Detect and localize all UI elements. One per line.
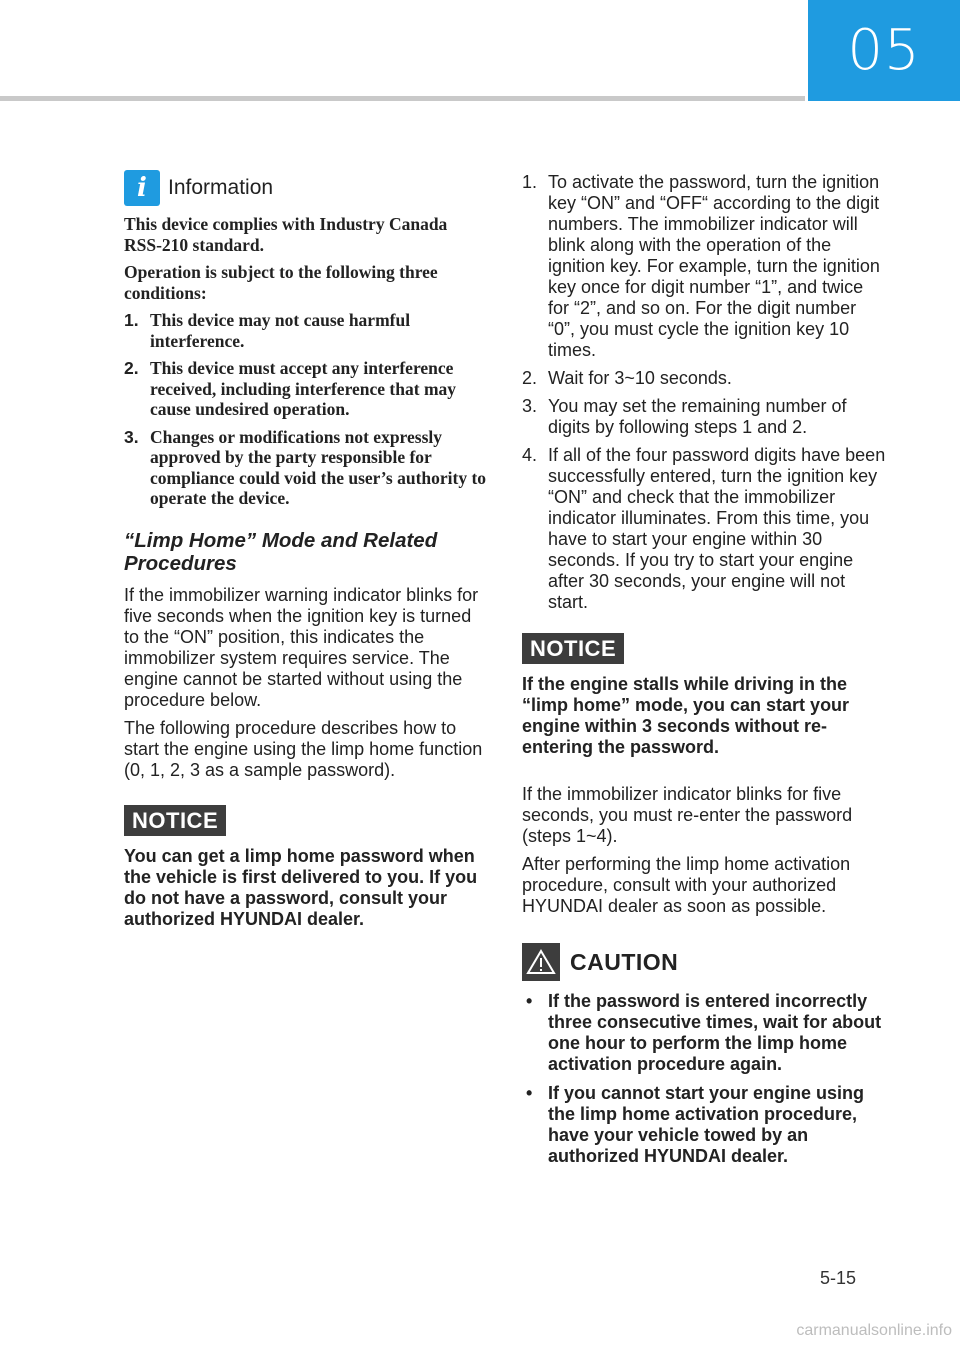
- notice-text: You can get a limp home password when the vehicle is first delivered to you. If you do not have a password, consult your authorized HYUNDAI dealer.: [124, 845, 478, 929]
- section-body: [124, 585, 488, 781]
- item-number: 3.: [124, 426, 139, 447]
- body-paragraph: If the immobilizer warning indicator blinks for five seconds when the ignition key is turned to the “ON” position, this indicates the immobilizer system requires service. The engine cannot be started without using the procedure below.: [124, 584, 479, 710]
- caution-item: • If you cannot start your engine using the limp home activation procedure, have your vehicle towed by an authorized HYUNDAI dealer.: [522, 1083, 886, 1167]
- item-text: This device must accept any interference received, including interference that may cause undesired operation.: [150, 358, 457, 419]
- page-number: 5-15: [820, 1268, 857, 1288]
- body-paragraph: The following procedure describes how to start the engine using the limp home function (0, 1, 2, 3 as a sample password).: [124, 717, 483, 780]
- info-icon: i: [124, 170, 160, 206]
- notice-text: If the engine stalls while driving in the “limp home” mode, you can start your engine within 3 seconds without re-entering the password.: [522, 674, 850, 757]
- step-item: [522, 396, 886, 438]
- info-conditions-list: [124, 310, 488, 509]
- step-number: 4.: [522, 445, 538, 465]
- caution-item: • If the password is entered incorrectly three consecutive times, wait for about one hour to perform the limp home activation procedure again.: [522, 991, 886, 1075]
- item-number: 1.: [124, 310, 139, 330]
- step-number: 3.: [522, 396, 538, 416]
- item-text: Changes or modifications not expressly approved by the party responsible for compliance could void the user’s authority to operate the device.: [150, 426, 487, 508]
- info-paragraph: This device complies with Industry Canada RSS-210 standard.: [124, 214, 448, 255]
- information-title: Information: [168, 176, 274, 199]
- section-title: “Limp Home” Mode and Related Procedures: [124, 528, 438, 575]
- body-paragraph: After performing the limp home activation procedure, consult with your authorized HYUNDAI dealer as soon as possible.: [522, 854, 851, 916]
- notice-box: [522, 633, 886, 758]
- notice-box: [124, 805, 488, 930]
- watermark: carmanualsonline.info: [796, 1322, 952, 1339]
- caution-list: [522, 991, 886, 1167]
- step-item: [522, 445, 886, 613]
- step-text: To activate the password, turn the ignition key “ON” and “OFF“ according to the digit numbers. The immobilizer indicator will blink along with the operation of the ignition key. For example, turn the ignition key once for digit number “1”, and twice for “2”, and so on. For the digit number “0”, you must cycle the ignition key 10 times.: [548, 172, 880, 360]
- information-heading: [124, 170, 488, 206]
- procedure-steps: [522, 172, 886, 613]
- caution-heading: [522, 943, 886, 981]
- step-number: 1.: [522, 172, 538, 192]
- information-body: [124, 214, 488, 509]
- item-text: This device may not cause harmful interference.: [150, 310, 411, 351]
- item-number: 2.: [124, 358, 139, 378]
- body-paragraph: If the immobilizer indicator blinks for five seconds, you must re-enter the password (steps 1~4).: [522, 784, 853, 846]
- info-paragraph: Operation is subject to the following three conditions:: [124, 262, 438, 303]
- list-item: [124, 427, 488, 509]
- step-item: [522, 368, 886, 389]
- warning-triangle-icon: [522, 943, 560, 981]
- list-item: [124, 358, 488, 420]
- notice-badge: NOTICE: [124, 805, 226, 836]
- notice-badge: NOTICE: [522, 633, 624, 664]
- step-text: You may set the remaining number of digits by following steps 1 and 2.: [548, 396, 847, 437]
- step-text: Wait for 3~10 seconds.: [548, 368, 732, 388]
- step-number: 2.: [522, 368, 538, 388]
- step-item: [522, 172, 886, 361]
- left-column: [124, 170, 488, 930]
- chapter-tab: 05: [808, 0, 960, 101]
- right-column: [522, 172, 886, 1175]
- right-body: [522, 784, 886, 917]
- step-text: If all of the four password digits have been successfully entered, turn the ignition key “ON” and check that the immobilizer indicator illuminates. From this time, you have to start your engine within 30 seconds. If you try to start your engine after 30 seconds, your engine will not start.: [548, 445, 886, 612]
- header-rule: [0, 96, 805, 101]
- caution-title: CAUTION: [570, 948, 679, 975]
- list-item: [124, 310, 488, 351]
